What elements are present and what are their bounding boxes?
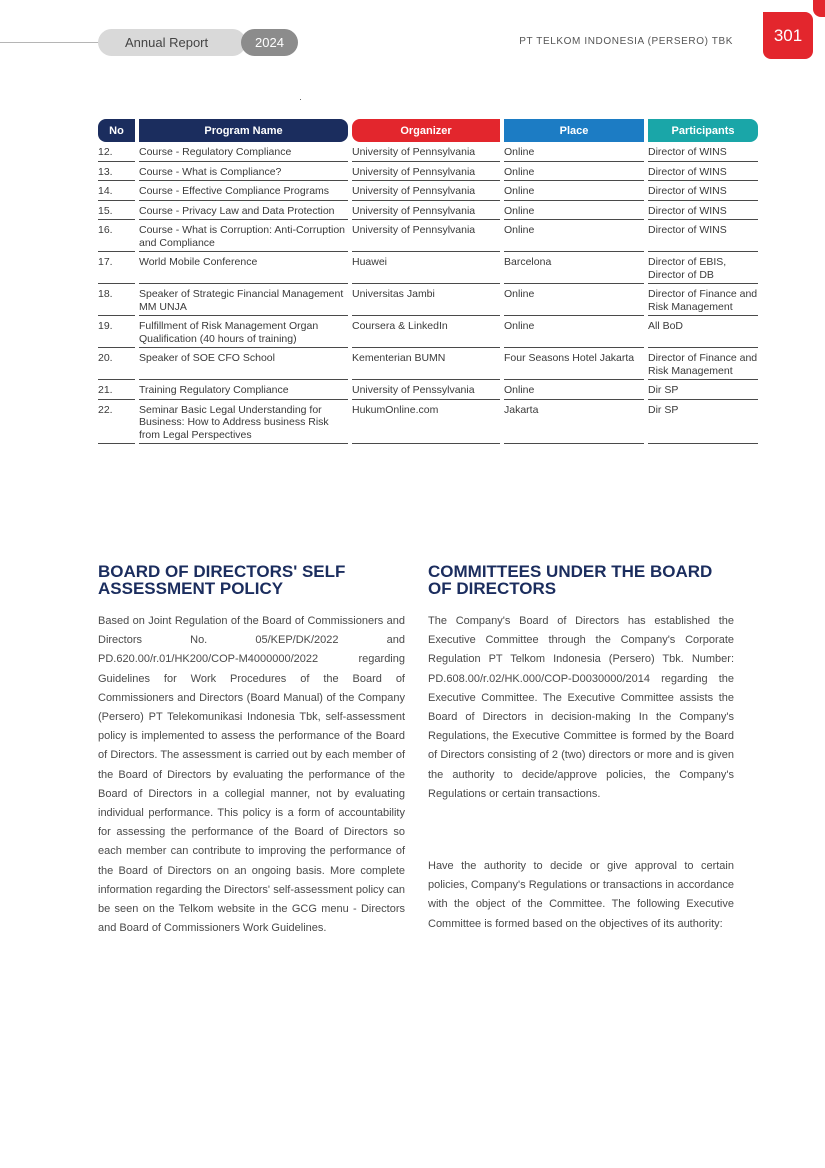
cell-no: 18.	[98, 284, 135, 316]
cell-participants: Director of WINS	[648, 201, 758, 221]
report-label: Annual Report	[98, 29, 246, 56]
cell-organizer: HukumOnline.com	[352, 400, 500, 445]
cell-program: Fulfillment of Risk Management Organ Qualification (40 hours of training)	[139, 316, 348, 348]
table-row	[98, 142, 758, 162]
cell-organizer: Universitas Jambi	[352, 284, 500, 316]
cell-organizer: University of Pennsylvania	[352, 181, 500, 201]
cell-participants: Director of Finance and Risk Management	[648, 348, 758, 380]
cell-place: Online	[504, 220, 644, 252]
page-tab-notch	[813, 0, 825, 17]
cell-no: 19.	[98, 316, 135, 348]
table-row	[98, 201, 758, 221]
cell-program: Seminar Basic Legal Understanding for Business: How to Address business Risk from Legal Perspectives	[139, 400, 348, 445]
cell-place: Online	[504, 142, 644, 162]
committees-paragraph-2: Have the authority to decide or give approval to certain policies, Company's Regulations or transactions in accordance with the object of the Committee. The following Executive Committee is formed based on the objectives of its authority:	[428, 860, 734, 930]
table-row	[98, 252, 758, 284]
cell-no: 17.	[98, 252, 135, 284]
cell-program: Course - What is Compliance?	[139, 162, 348, 182]
cell-no: 15.	[98, 201, 135, 221]
cell-place: Online	[504, 201, 644, 221]
cell-program: Course - What is Corruption: Anti-Corruption and Compliance	[139, 220, 348, 252]
cell-program: Training Regulatory Compliance	[139, 380, 348, 400]
cell-no: 14.	[98, 181, 135, 201]
committees-paragraph-1: The Company's Board of Directors has established the Executive Committee through the Company's Corporate Regulation PT Telkom Indonesia (Persero) Tbk. Number: PD.608.00/r.02/HK.000/COP-D0030000/2014 regarding the Executive Committee. The Executive Committee assists the Board of Directors in decision-making In the Company's Regulations, the Executive Committee is formed by the Board of Directors consisting of 2 (two) directors or more and is given the authority to decide/approve policies, the Company's Regulations or certain transactions.	[428, 615, 734, 800]
cell-participants: All BoD	[648, 316, 758, 348]
cell-place: Online	[504, 162, 644, 182]
cell-organizer: Coursera & LinkedIn	[352, 316, 500, 348]
table-row	[98, 284, 758, 316]
cell-place: Barcelona	[504, 252, 644, 284]
cell-program: Course - Privacy Law and Data Protection	[139, 201, 348, 221]
cell-program: Speaker of Strategic Financial Management MM UNJA	[139, 284, 348, 316]
cell-participants: Dir SP	[648, 380, 758, 400]
cell-participants: Director of WINS	[648, 220, 758, 252]
cell-organizer: University of Pennsylvania	[352, 142, 500, 162]
table-row	[98, 380, 758, 400]
table-row	[98, 316, 758, 348]
table-row	[98, 220, 758, 252]
header-no: No	[98, 119, 135, 142]
header-program-name: Program Name	[139, 119, 348, 142]
cell-program: World Mobile Conference	[139, 252, 348, 284]
self-assessment-paragraph: Based on Joint Regulation of the Board of Commissioners and Directors No. 05/KEP/DK/2022 and PD.620.00/r.01/HK200/COP-M4000000/2022 regarding Guidelines for Work Procedures of the Board of Commissioners and Directors (Board Manual) of the Company (Persero) PT Telekomunikasi Indonesia Tbk, self-assessment policy is implemented to assess the performance of the Board of Directors. The assessment is carried out by each member of the Board of Directors by evaluating the performance of the Board of Directors in a collegial manner, not by evaluating individual performance. This policy is a form of accountability for assessing the performance of the Board of Directors so each member can contribute to improving the performance of the Board of Directors on an ongoing basis. More complete information regarding the Directors' self-assessment policy can be seen on the Telkom website in the GCG menu - Directors and Board of Commissioners Work Guidelines.	[98, 615, 405, 935]
cell-place: Online	[504, 316, 644, 348]
cell-place: Four Seasons Hotel Jakarta	[504, 348, 644, 380]
table-row	[98, 181, 758, 201]
cell-place: Online	[504, 380, 644, 400]
header-participants: Participants	[648, 119, 758, 142]
cell-organizer: University of Penssylvania	[352, 380, 500, 400]
cell-organizer: Huawei	[352, 252, 500, 284]
cell-participants: Dir SP	[648, 400, 758, 445]
training-program-table	[94, 119, 762, 444]
committees-heading: COMMITTEES UNDER THE BOARD OF DIRECTORS	[428, 562, 713, 598]
cell-participants: Director of WINS	[648, 162, 758, 182]
cell-place: Online	[504, 181, 644, 201]
cell-participants: Director of EBIS, Director of DB	[648, 252, 758, 284]
cell-organizer: University of Pennsylvania	[352, 162, 500, 182]
cell-participants: Director of Finance and Risk Management	[648, 284, 758, 316]
header-rule	[0, 42, 100, 43]
cell-no: 12.	[98, 142, 135, 162]
cell-organizer: Kementerian BUMN	[352, 348, 500, 380]
cell-participants: Director of WINS	[648, 181, 758, 201]
cell-program: Speaker of SOE CFO School	[139, 348, 348, 380]
report-year: 2024	[241, 29, 298, 56]
table-header-row	[98, 119, 758, 142]
cell-no: 21.	[98, 380, 135, 400]
header-organizer: Organizer	[352, 119, 500, 142]
cell-no: 22.	[98, 400, 135, 445]
cell-no: 16.	[98, 220, 135, 252]
cell-no: 20.	[98, 348, 135, 380]
stray-dot	[300, 99, 301, 100]
cell-program: Course - Effective Compliance Programs	[139, 181, 348, 201]
self-assessment-heading: BOARD OF DIRECTORS' SELF ASSESSMENT POLICY	[98, 562, 346, 598]
page-number: 301	[763, 12, 813, 59]
company-name: PT TELKOM INDONESIA (PERSERO) TBK	[519, 36, 733, 47]
cell-place: Online	[504, 284, 644, 316]
cell-place: Jakarta	[504, 400, 644, 445]
cell-participants: Director of WINS	[648, 142, 758, 162]
header-place: Place	[504, 119, 644, 142]
table-row	[98, 162, 758, 182]
table-row	[98, 400, 758, 445]
cell-organizer: University of Pennsylvania	[352, 220, 500, 252]
table-row	[98, 348, 758, 380]
cell-organizer: University of Pennsylvania	[352, 201, 500, 221]
cell-no: 13.	[98, 162, 135, 182]
cell-program: Course - Regulatory Compliance	[139, 142, 348, 162]
